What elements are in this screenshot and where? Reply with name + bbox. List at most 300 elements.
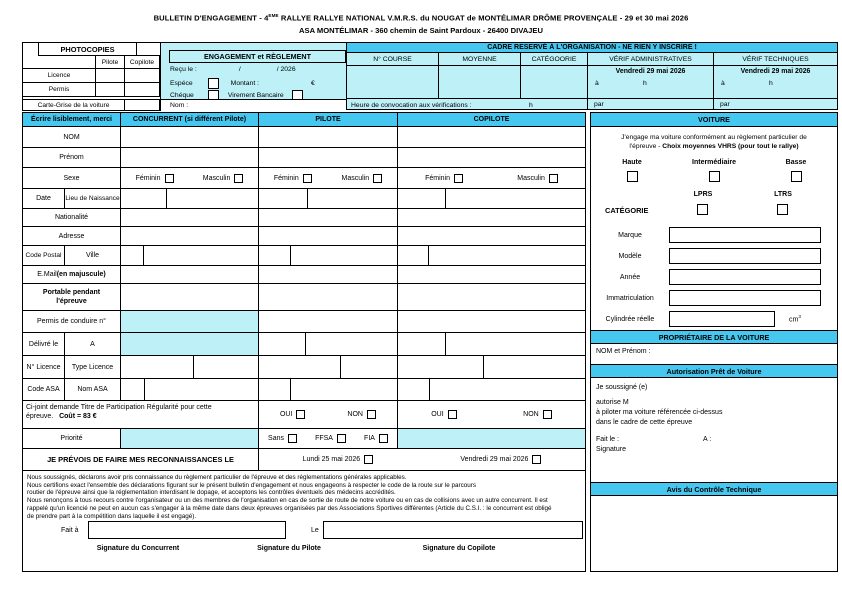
lieu-pilote[interactable] <box>308 189 397 208</box>
ltrs-label: LTRS <box>774 191 792 198</box>
cylindree-input[interactable] <box>669 311 775 327</box>
dans-cadre-label: dans le cadre de cette épreuve <box>596 419 693 426</box>
voiture-intro-line2 <box>591 142 837 151</box>
row-cp-ville <box>23 246 585 266</box>
lieu-naissance-label: Lieu de Naissance <box>65 194 120 202</box>
legal-line-3: routier de l'épreuve ainsi que la réglementation interdisant le dopage, et acceptons les contrôles éventuels des médecins accrédités. <box>27 489 396 497</box>
delivre-le-pilote[interactable] <box>259 333 306 355</box>
prenom-copilote-cell[interactable] <box>398 148 585 167</box>
priorite-fia <box>364 434 388 443</box>
cp-ville-pilote-cell <box>259 246 398 265</box>
oui-checkbox-pilote[interactable] <box>296 410 305 419</box>
email-pilote-cell[interactable] <box>259 266 398 283</box>
intro2-bold: Choix moyennes VHRS (pour tout le rallye) <box>662 143 799 150</box>
row-sexe <box>23 168 585 189</box>
autorisation-a-label: A : <box>703 436 712 443</box>
col-moyenne: MOYENNE <box>439 53 521 66</box>
cp-ville-copilote-cell <box>398 246 585 265</box>
recu-le-row <box>170 66 344 73</box>
masculin-label: Masculin <box>202 174 231 182</box>
date-slash-2: / 2026 <box>276 66 296 73</box>
permis-conduire-label: Permis de conduire n° <box>23 311 121 332</box>
delivre-le-label: Délivré le <box>23 333 65 355</box>
titre-pilote-non <box>347 410 376 419</box>
masculin-checkbox-copilote[interactable] <box>549 174 558 183</box>
prenom-pilote-cell[interactable] <box>259 148 398 167</box>
adresse-concurrent-cell[interactable] <box>121 227 259 245</box>
immatriculation-input[interactable] <box>669 290 821 306</box>
annee-row <box>591 267 837 288</box>
non-checkbox-copilote[interactable] <box>543 410 552 419</box>
signature-concurrent-label: Signature du Concurrent <box>96 545 180 552</box>
row-adresse <box>23 227 585 246</box>
cylindree-row <box>591 309 837 330</box>
cp-concurrent[interactable] <box>121 246 144 265</box>
row-nationalite <box>23 209 585 227</box>
asa-pilote-cell <box>259 379 398 400</box>
cijoint-line2: épreuve. <box>26 413 54 420</box>
montant-label: Montant : <box>230 80 260 87</box>
sexe-concurrent-masculin <box>203 174 244 183</box>
signature-label: Signature <box>596 446 626 453</box>
naissance-labels <box>23 189 121 208</box>
sexe-concurrent-cell <box>121 168 259 188</box>
ville-copilote[interactable] <box>429 246 585 265</box>
form-body <box>22 42 838 572</box>
title-prefix: BULLETIN D'ENGAGEMENT - 4 <box>153 13 269 23</box>
ltrs-checkbox[interactable] <box>777 204 788 215</box>
non-label: NON <box>523 411 539 418</box>
cijoint-label <box>23 401 259 428</box>
page-title <box>0 13 842 23</box>
delivre-labels <box>23 333 121 355</box>
col-categorie: CATÉGOORIE <box>521 53 588 66</box>
type-licence-label: Type Licence <box>71 363 114 371</box>
annee-label: Année <box>619 274 641 281</box>
licence-concurrent-cell <box>121 356 259 378</box>
sans-checkbox[interactable] <box>288 434 297 443</box>
permis-concurrent-cell-reserved <box>121 311 259 332</box>
priorite-sans <box>268 434 297 443</box>
avis-controle-area[interactable] <box>591 496 837 559</box>
photocopies-row-licence: Licence <box>22 68 96 83</box>
cadre-body <box>347 66 837 98</box>
basse-checkbox[interactable] <box>791 171 802 182</box>
date-pilote[interactable] <box>259 189 308 208</box>
carte-grise-label: Carte-Grise de la voiture <box>22 99 125 111</box>
adresse-label: Adresse <box>23 227 121 245</box>
row-delivre <box>23 333 585 356</box>
titre-copilote-cell <box>398 401 585 428</box>
nationalite-pilote-cell[interactable] <box>259 209 398 226</box>
modele-row <box>591 246 837 267</box>
priorite-ffsa <box>315 434 346 443</box>
num-licence-copilote[interactable] <box>398 356 484 378</box>
naissance-pilote-cell <box>259 189 398 208</box>
vendredi-29-mai-checkbox[interactable] <box>532 455 541 464</box>
email-copilote-cell[interactable] <box>398 266 585 283</box>
reco-date-lundi <box>303 455 374 464</box>
nom-asa-copilote[interactable] <box>430 379 585 400</box>
row-permis-conduire <box>23 311 585 333</box>
proprietaire-nom-row[interactable] <box>591 344 837 364</box>
lprs-checkbox[interactable] <box>697 204 708 215</box>
verif-tech-date: Vendredi 29 mai 2026 <box>740 68 811 75</box>
declaration-block <box>23 471 585 572</box>
engagement-section <box>160 43 346 111</box>
fia-label: FIA <box>364 435 375 442</box>
ville-pilote[interactable] <box>291 246 397 265</box>
permis-copilote-cell[interactable] <box>124 82 160 97</box>
cm-text: cm <box>789 316 799 324</box>
fia-checkbox[interactable] <box>379 434 388 443</box>
titre-pilote-cell <box>259 401 398 428</box>
type-licence-copilote[interactable] <box>484 356 585 378</box>
numero-course-cell <box>347 66 439 98</box>
nationalite-concurrent-cell[interactable] <box>121 209 259 226</box>
avis-controle-title: Avis du Contrôle Technique <box>591 482 837 496</box>
lundi-25-mai-label: Lundi 25 mai 2026 <box>302 456 361 463</box>
code-asa-concurrent[interactable] <box>121 379 145 400</box>
intro2-normal: l'épreuve - <box>629 143 663 150</box>
row-reconnaissances <box>23 449 585 471</box>
date-copilote[interactable] <box>398 189 446 208</box>
voiture-intro-line1: J'engage ma voiture conformément au règlement particulier de <box>621 134 807 141</box>
fait-a-label: Fait à <box>61 527 79 534</box>
sexe-pilote-feminin <box>274 174 312 183</box>
nom-row[interactable] <box>161 99 346 111</box>
delivre-copilote-cell <box>398 333 585 355</box>
legal-line-2: Nous certifions exact l'ensemble des déclarations figurant sur le présent bulletin d'engagement et nous engageons à respecter le code de la route sur le parcours <box>27 481 477 489</box>
espece-label: Espéce <box>170 80 193 87</box>
feminin-checkbox-pilote[interactable] <box>303 174 312 183</box>
legal-line-5: rappelé qu'un licencié ne peut en aucun cas s'engager à la même date dans deux épreuves organisées par des Associations Sportives différentes (Article du C.S.I. : le concurrent est obligé <box>27 504 552 512</box>
verif-admin-par: par <box>588 98 714 109</box>
nom-prenom-label: NOM et Prénom : <box>596 348 651 355</box>
sexe-concurrent-feminin <box>136 174 174 183</box>
cp-copilote[interactable] <box>398 246 429 265</box>
verif-tech-cell <box>714 66 837 98</box>
adresse-copilote-cell[interactable] <box>398 227 585 245</box>
heure-convocation-label: Heure de convocation aux vérifications : <box>351 102 472 109</box>
verif-admin-a: à <box>595 80 599 87</box>
delivre-concurrent-cell-reserved <box>121 333 259 355</box>
vendredi-29-mai-label: Vendredi 29 mai 2026 <box>460 456 529 463</box>
vhrs-labels-row <box>591 159 837 171</box>
ffsa-label: FFSA <box>315 435 333 442</box>
portable-pilote-cell[interactable] <box>259 284 398 310</box>
licence-pilote-cell[interactable] <box>95 68 125 83</box>
delivre-a-copilote[interactable] <box>446 333 585 355</box>
date-concurrent[interactable] <box>121 189 167 208</box>
ville-label: Ville <box>85 252 100 259</box>
priorite-concurrent-cell-reserved <box>121 429 259 448</box>
type-licence-pilote[interactable] <box>341 356 397 378</box>
licence-copilote-cell[interactable] <box>124 68 160 83</box>
non-label: NON <box>347 411 363 418</box>
sexe-pilote-cell <box>259 168 398 188</box>
categorie-block <box>591 191 837 225</box>
nom-concurrent-cell[interactable] <box>121 127 259 147</box>
naissance-concurrent-cell <box>121 189 259 208</box>
verif-tech-par: par <box>714 98 837 109</box>
nom-label: Nom : <box>170 102 189 109</box>
heure-convocation-cell <box>347 98 588 109</box>
row-priorite <box>23 429 585 449</box>
nationalite-copilote-cell[interactable] <box>398 209 585 226</box>
marque-label: Marque <box>618 232 642 239</box>
permis-copilote-cell[interactable] <box>398 311 585 332</box>
num-licence-label: N° Licence <box>23 356 65 378</box>
priorite-pilote-cell <box>259 429 398 448</box>
oui-checkbox-copilote[interactable] <box>448 410 457 419</box>
titre-copilote-non <box>523 410 552 419</box>
naissance-copilote-cell <box>398 189 585 208</box>
heure-convocation-h: h <box>529 102 533 109</box>
legal-text <box>23 471 585 520</box>
fait-le-label: Fait le : <box>596 436 619 443</box>
lieu-concurrent[interactable] <box>167 189 258 208</box>
delivre-le-copilote[interactable] <box>398 333 446 355</box>
verif-admin-cell <box>588 66 714 98</box>
email-concurrent-cell[interactable] <box>121 266 259 283</box>
verif-tech-h: h <box>769 80 773 87</box>
col-numero-course: N° COURSE <box>347 53 439 66</box>
vhrs-checkbox-row <box>591 171 837 191</box>
cijoint-line1: Ci-joint demande Titre de Participation Régularité pour cette <box>26 404 212 411</box>
haute-label: Haute <box>622 159 642 166</box>
cylindree-label: Cylindrée réelle <box>605 316 655 323</box>
marque-row <box>591 225 837 246</box>
nom-asa-concurrent[interactable] <box>145 379 258 400</box>
masculin-checkbox-pilote[interactable] <box>373 174 382 183</box>
feminin-checkbox-copilote[interactable] <box>454 174 463 183</box>
page-subtitle: ASA MONTÉLIMAR - 360 chemin de Saint Pardoux - 26400 DIVAJEU <box>299 25 543 35</box>
cp-ville-concurrent-cell <box>121 246 259 265</box>
nom-label: NOM <box>23 127 121 147</box>
basse-label: Basse <box>785 159 807 166</box>
row-portable <box>23 284 585 311</box>
lprs-label: LPRS <box>693 191 713 198</box>
asa-concurrent-cell <box>121 379 259 400</box>
ville-concurrent[interactable] <box>144 246 258 265</box>
masculin-label: Masculin <box>341 174 370 182</box>
modele-input[interactable] <box>669 248 821 264</box>
haute-checkbox[interactable] <box>627 171 638 182</box>
code-asa-label: Code ASA <box>23 379 65 400</box>
autorise-m-label: autorise M <box>596 399 629 406</box>
legal-line-4: Nous renonçons à tous recours contre l'organisateur ou un des membres de l'organisation en cas de sortie de route de notre voiture ou en cas de collisions avec un autre concurrent. Il est <box>27 497 548 505</box>
masculin-label: Masculin <box>517 174 545 182</box>
nom-copilote-cell[interactable] <box>398 127 585 147</box>
je-soussigne-label: Je soussigné (e) <box>596 384 648 391</box>
email-bold-text: (en majuscule) <box>56 271 106 278</box>
identity-header-row <box>23 113 585 127</box>
cout-label: Coût = 83 € <box>59 413 97 420</box>
feminin-label: Féminin <box>273 174 299 182</box>
titre-pilote-oui <box>280 410 305 419</box>
cadre-reserve-section <box>346 43 837 109</box>
sexe-copilote-feminin <box>425 174 463 183</box>
portable-line2: l'épreuve <box>56 298 87 305</box>
delivre-pilote-cell <box>259 333 398 355</box>
a-piloter-label: à piloter ma voiture référencée ci-dessus <box>596 409 723 416</box>
moyenne-cell <box>439 66 521 98</box>
row-prenom <box>23 148 585 168</box>
masculin-checkbox-concurrent[interactable] <box>234 174 243 183</box>
immatriculation-label: Immatriculation <box>606 295 654 302</box>
voiture-section <box>590 112 838 572</box>
signature-pilote-label: Signature du Pilote <box>257 545 321 552</box>
type-licence-concurrent[interactable] <box>194 356 258 378</box>
engagement-title: ENGAGEMENT et RÈGLEMENT <box>169 50 346 63</box>
identity-table <box>22 112 586 572</box>
sexe-pilote-masculin <box>342 174 383 183</box>
autorisation-block <box>591 378 837 482</box>
row-nom <box>23 127 585 148</box>
portable-concurrent-cell[interactable] <box>121 284 259 310</box>
portable-copilote-cell[interactable] <box>398 284 585 310</box>
sexe-copilote-masculin <box>517 174 558 183</box>
ffsa-checkbox[interactable] <box>337 434 346 443</box>
cadre-column-headers <box>347 53 837 66</box>
autorisation-title: Autorisation Prêt de Voiture <box>591 364 837 378</box>
cadre-title: CADRE RESERVÉ À L'ORGANISATION - NE RIEN Y INSCRIRE ! <box>347 43 837 53</box>
euro-symbol: € <box>311 80 315 87</box>
header-ecrire: Écrire lisiblement, merci <box>23 113 121 126</box>
top-band <box>22 42 838 110</box>
num-licence-pilote[interactable] <box>259 356 341 378</box>
voiture-title: VOITURE <box>591 113 837 127</box>
sexe-copilote-cell <box>398 168 585 188</box>
feminin-checkbox-concurrent[interactable] <box>165 174 174 183</box>
nom-pilote-cell[interactable] <box>259 127 398 147</box>
titre-copilote-oui <box>431 410 456 419</box>
title-superscript: EME <box>268 13 279 18</box>
row-titre-participation <box>23 401 585 429</box>
code-asa-pilote[interactable] <box>259 379 291 400</box>
cp-ville-labels <box>23 246 121 265</box>
title-rest: RALLYE RALLYE NATIONAL V.M.R.S. du NOUGAT de MONTÉLIMAR DRÔME PROVENÇALE - 29 et 30 mai 2026 <box>278 13 689 23</box>
col-verif-administratives: VÉRIF ADMINISTRATIVES <box>588 53 714 66</box>
verif-admin-date: Vendredi 29 mai 2026 <box>615 68 686 75</box>
priorite-copilote-cell-reserved <box>398 429 585 448</box>
cadre-footer <box>347 98 837 109</box>
verif-tech-a: à <box>721 80 725 87</box>
oui-label: OUI <box>431 411 444 418</box>
asa-copilote-cell <box>398 379 585 400</box>
non-checkbox-pilote[interactable] <box>367 410 376 419</box>
title-block <box>0 13 842 35</box>
verif-admin-h: h <box>643 80 647 87</box>
permis-pilote-cell[interactable] <box>95 82 125 97</box>
carte-grise-cell[interactable] <box>124 99 160 111</box>
row-asa <box>23 379 585 401</box>
basse-option <box>755 171 837 191</box>
date-label: Date <box>23 189 65 208</box>
photocopies-col-copilote: Copilote <box>124 55 160 69</box>
nationalite-label: Nationalité <box>23 209 121 226</box>
header-pilote: PILOTE <box>259 113 398 126</box>
email-text: E.Mail <box>37 271 57 278</box>
legal-line-6: de prendre part à la compétition dans laquelle il est engagé). <box>27 512 197 520</box>
asa-labels <box>23 379 121 400</box>
legal-line-1: Nous soussignés, déclarons avoir pris connaissance du règlement particulier de l'épreuve et des réglementations générales applicables. <box>27 474 407 481</box>
intermediaire-option <box>673 171 755 191</box>
espece-checkbox[interactable] <box>208 78 219 89</box>
categorie-label: CATÉGORIE <box>605 206 649 215</box>
virement-label: Virement Bancaire <box>227 92 284 99</box>
lieu-copilote[interactable] <box>446 189 585 208</box>
num-licence-concurrent[interactable] <box>121 356 194 378</box>
cp-pilote[interactable] <box>259 246 291 265</box>
cm-sup: 3 <box>798 314 801 319</box>
delivre-a-pilote[interactable] <box>306 333 397 355</box>
code-postal-label: Code Postal <box>23 246 65 265</box>
priorite-label: Priorité <box>23 429 121 448</box>
espece-row <box>170 78 344 89</box>
col-verif-techniques: VÉRIF TECHNIQUES <box>714 53 837 66</box>
row-licence <box>23 356 585 379</box>
licence-labels <box>23 356 121 378</box>
nom-asa-pilote[interactable] <box>291 379 397 400</box>
signature-copilote-label: Signature du Copilote <box>422 545 496 552</box>
recu-le-label: Reçu le : <box>170 66 197 73</box>
intermediaire-label: Intermédiaire <box>692 159 736 166</box>
sexe-label: Sexe <box>23 168 121 188</box>
reconnaissances-label: JE PRÉVOIS DE FAIRE MES RECONNAISSANCES LE <box>23 449 259 470</box>
portable-label <box>23 284 121 310</box>
prenom-concurrent-cell[interactable] <box>121 148 259 167</box>
lundi-25-mai-checkbox[interactable] <box>364 455 373 464</box>
code-asa-copilote[interactable] <box>398 379 430 400</box>
reconnaissances-dates-cell <box>259 449 585 470</box>
adresse-pilote-cell[interactable] <box>259 227 398 245</box>
haute-option <box>591 171 673 191</box>
licence-copilote-cell <box>398 356 585 378</box>
modele-label: Modèle <box>618 253 642 260</box>
nom-asa-label: Nom ASA <box>77 386 108 393</box>
voiture-intro <box>591 127 837 159</box>
intermediaire-checkbox[interactable] <box>709 171 720 182</box>
reco-date-vendredi <box>460 455 541 464</box>
feminin-label: Féminin <box>135 174 161 182</box>
prenom-label: Prénom <box>23 148 121 167</box>
le-input[interactable] <box>323 521 583 539</box>
header-copilote: COPILOTE <box>473 116 510 123</box>
permis-pilote-cell[interactable] <box>259 311 398 332</box>
portable-line1: Portable pendant <box>42 289 101 296</box>
photocopies-row-permis: Permis <box>22 82 96 97</box>
immatriculation-row <box>591 288 837 309</box>
proprietaire-title: PROPRIÉTAIRE DE LA VOITURE <box>591 330 837 344</box>
row-email <box>23 266 585 284</box>
sans-label: Sans <box>268 435 284 442</box>
fait-a-input[interactable] <box>88 521 286 539</box>
photocopies-title: PHOTOCOPIES <box>38 42 137 56</box>
feminin-label: Féminin <box>425 174 451 182</box>
oui-label: OUI <box>279 411 293 418</box>
licence-pilote-cell <box>259 356 398 378</box>
photocopies-col-pilote: Pilote <box>95 55 125 69</box>
cm3-unit <box>789 314 801 323</box>
cheque-label: Chéque <box>170 92 194 99</box>
row-naissance <box>23 189 585 209</box>
annee-input[interactable] <box>669 269 821 285</box>
marque-input[interactable] <box>669 227 821 243</box>
header-concurrent: CONCURRENT (si différent Pilote) <box>121 113 259 126</box>
email-label <box>23 266 121 283</box>
